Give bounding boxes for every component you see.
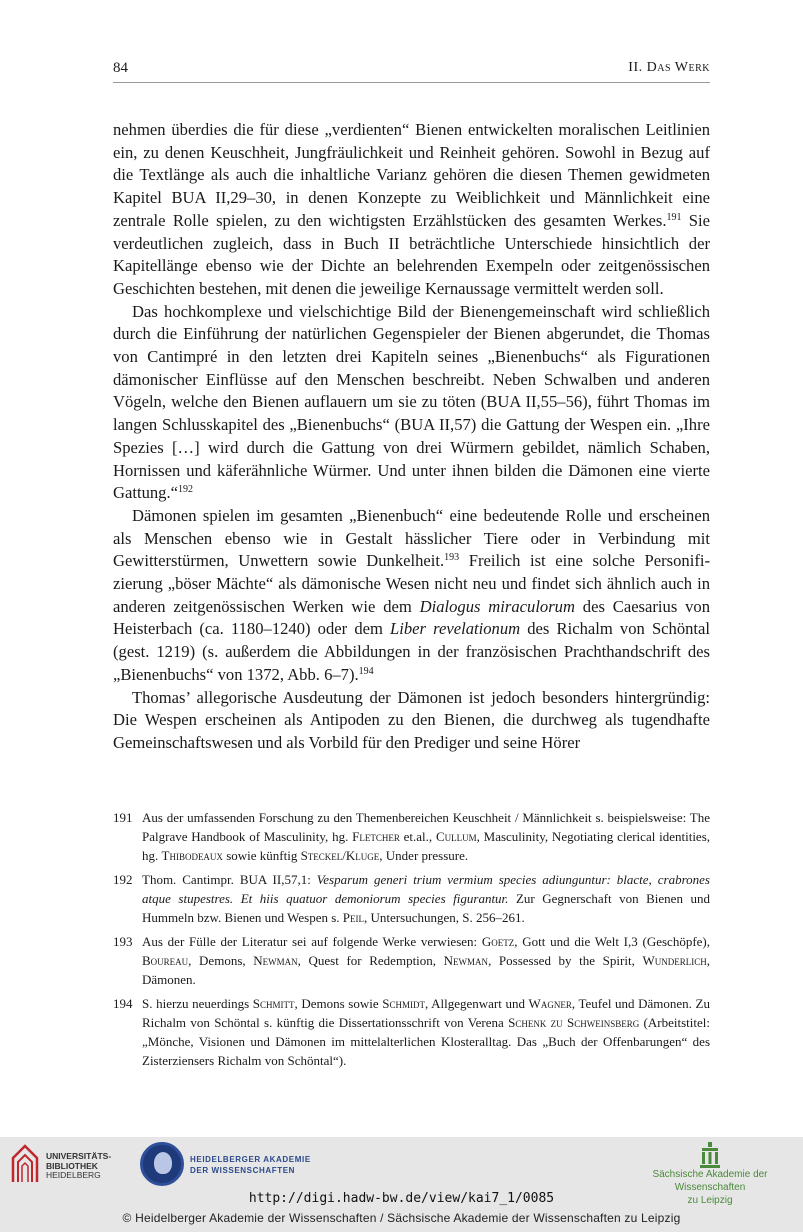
footnote-ref: 192 [177,484,193,496]
author-name: Wagner [528,996,572,1011]
italic-title: Liber revelationum [390,619,521,639]
text-run: Aus der umfassenden Forschung zu den Themenbereichen Keuschheit / Männlichkeit s. beispielsweise: The Palgrave Handbook of Masculinity, hg. [142,810,710,844]
text-run: nehmen überdies die für diese „verdienten“ Bienen entwickelten moralischen Leitlinien ein, zu denen Keuschheit, Jungfräulichkeit und Reinheit gehören. Sowohl in Bezug auf die Textlänge als auch die inhaltliche Varianz gehören die diesen Themen gewidmeten Kapitel BUA II,29–30, in denen Konzepte zu Weiblichkeit und Männlichkeit eine zentrale Rolle spielen, zu den wichtigsten Erzählstücken des gesamten Werkes. [113,120,710,230]
footnote-ref: 191 [666,211,682,223]
running-head-part: W [671,60,689,75]
academy-seal-icon [140,1142,184,1186]
paragraph [113,119,710,301]
ub-heidelberg-logo[interactable] [9,1144,129,1194]
text-run: , Possessed by the Spirit, [488,953,643,968]
paragraph [113,505,710,687]
footnote [113,932,710,989]
footnote-number: 193 [113,934,133,949]
text-run: et.al., [399,829,436,844]
saw-logo-line: Sächsische Akademie der Wissenschaften [652,1169,768,1193]
footnote-number: 194 [113,996,133,1011]
page-header [113,60,710,83]
italic-title: Dialogus miraculorum [419,596,575,616]
ub-logo-line: HEIDELBERG [46,1170,101,1180]
ub-logo-line: BIBLIOTHEK [46,1160,98,1171]
running-head-part: II. D [628,60,658,75]
permalink-url[interactable]: http://digi.hadw-bw.de/view/kai7_1/0085 [248,1191,555,1206]
text-run: sowie künftig [222,848,301,863]
text-run: , Gott und die Welt I,3 (Geschöpfe), [514,934,710,949]
text-run: , Untersuchungen, S. 256–261. [364,910,525,925]
footnote [113,870,710,927]
copyright-notice: © Heidelberger Akademie der Wissenschaften / Sächsische Akademie der Wissenschaften zu Leipzig [122,1211,681,1225]
text-run: S. hierzu neuerdings [142,996,253,1011]
text-run: , Demons, [188,953,254,968]
digitization-footer [0,1137,803,1232]
author-name: Steckel/Kluge [300,848,380,863]
latin-quote: Vesparum generi trium vermium species adiunguntur: blacte, crabrones atque stupestres. Et hiis quatuor demoniorum species figurantur. [142,872,710,906]
ub-logo-icon [9,1144,41,1184]
author-name: Fletcher [352,829,400,844]
hawk-logo-line: DER WISSENSCHAFTEN [190,1165,296,1175]
hawk-logo[interactable] [140,1142,340,1194]
footnote [113,808,710,865]
page-number: 84 [113,60,128,76]
author-name: Wunderlich [642,953,707,968]
text-run: Thomas’ allegorische Ausdeutung der Dämonen ist jedoch besonders hintergründig: Die Wespen erscheinen als Antipoden zu den Bienen, die durchweg als tugendhafte Gemeinschaftswesen und als Vorbild für den Prediger und seine Hörer [113,687,710,752]
paragraph [113,687,710,755]
footnotes [113,808,710,1075]
text-run: , Allgegenwart und [424,996,529,1011]
hawk-logo-line: HEIDELBERGER AKADEMIE [190,1155,311,1164]
author-name: Newman [443,953,489,968]
text-run: Aus der Fülle der Literatur sei auf folgende Werke verwiesen: [142,934,482,949]
footnote-number: 191 [113,810,133,825]
footnote [113,994,710,1070]
text-run: , Masculinity, Negotiating clerical identities, hg. [142,829,711,863]
author-name: Thibodeaux [161,848,223,863]
text-run: Das hochkomplexe und vielschichtige Bild der Bienengemeinschaft wird schließlich durch die Einführung der natürlichen Gegenspieler der Bienen abgerundet, die Thomas von Cantimpré in den letzten drei Kapiteln seines „Bienenbuchs“ als Figurationen dämonischer Einflüsse auf den Menschen beschreibt. Neben Schwalben und anderen Vögeln, welche den Bienen auflauern um sie zu töten (BUA II,55–56), führt Thomas im langen Schlusskapitel des „Bienenbuchs“ (BUA II,57) die Gattung der Wespen ein. „Ihre Spezies […] wird durch die Gattung von drei Würmern gebildet, nämlich Schaben, Hornissen und käferähnliche Würmer. Und unter ihnen bilden die Dämonen eine vierte Gattung.“ [113,301,710,503]
saw-logo-line: zu Leipzig [687,1195,733,1206]
text-run: , Teufel und Dämonen. Zu Richalm von Schöntal s. künftig die Dissertationsschrift von Verena [142,996,710,1030]
text-run: , Under pressure. [379,848,469,863]
seal-portrait [154,1152,172,1174]
text-run: Freilich ist eine solche Personifizierung „böser Mächte“ als dämonische Wesen nicht neu und findet sich ähnlich auch in anderen zeitgenössischen Werken wie dem [113,551,710,616]
running-head [628,60,710,76]
text-run: , Demons sowie [294,996,383,1011]
saw-building-icon [699,1142,721,1168]
footnote-ref: 194 [358,665,374,677]
text-run: des Caesarius von Heisterbach (ca. 1180–1240) oder dem [113,596,710,639]
author-name: Schenk zu Schweinsberg [508,1015,640,1030]
author-name: Cullum [435,829,477,844]
author-name: Newman [253,953,298,968]
author-name: Boureau [142,953,189,968]
footnote-number: 192 [113,872,133,887]
author-name: Goetz [481,934,515,949]
author-name: Peil [342,910,365,925]
running-head-part: erk [688,60,710,75]
paragraph [113,301,710,505]
ub-logo-text [46,1152,111,1181]
body-text [113,119,710,755]
text-run: (Arbeitstitel: „Mönche, Visionen und Dämonen im mittelalterlichen Klosteralltag. Das „Buch der Offenbarungen“ des Zisterziensers Richalm von Schöntal“). [142,1015,710,1068]
text-run: , Quest for Redemption, [297,953,444,968]
author-name: Schmitt [252,996,295,1011]
text-run: , Dämonen. [142,953,710,987]
hawk-logo-text [190,1155,311,1176]
text-run: des Richalm von Schöntal (gest. 1219) (s. außerdem die Abbildungen in der französischen Prachthandschrift des „Bienenbuchs“ von 1372, Abb. 6–7). [113,619,711,684]
author-name: Schmidt [382,996,425,1011]
text-run: Dämonen spielen im gesamten „Bienenbuch“ eine bedeutende Rolle und erscheinen als Menschen ebenso wie in Gestalt hässlicher Tiere oder in Verbindung mit Gewitterstürmen, Unwettern sowie Dunkelheit. [113,505,710,571]
text-run: Zur Gegnerschaft von Bienen und Hummeln bzw. Bienen und Wespen s. [142,891,710,925]
ub-logo-line: UNIVERSITÄTS- [46,1151,112,1161]
running-head-part: as [657,60,672,75]
footnote-ref: 193 [444,552,460,564]
text-run: Thom. Cantimpr. BUA II,57,1: [142,872,317,887]
text-run: Sie verdeutlichen zugleich, dass in Buch II beträchtliche Unterschiede hinsichtlich der Kapitellänge ebenso wie der Dichte an belehrenden Exempeln oder zeitgenössischen Geschichten bestehen, mit denen die jeweilige Kernaussage vermittelt werden soll. [113,210,710,298]
